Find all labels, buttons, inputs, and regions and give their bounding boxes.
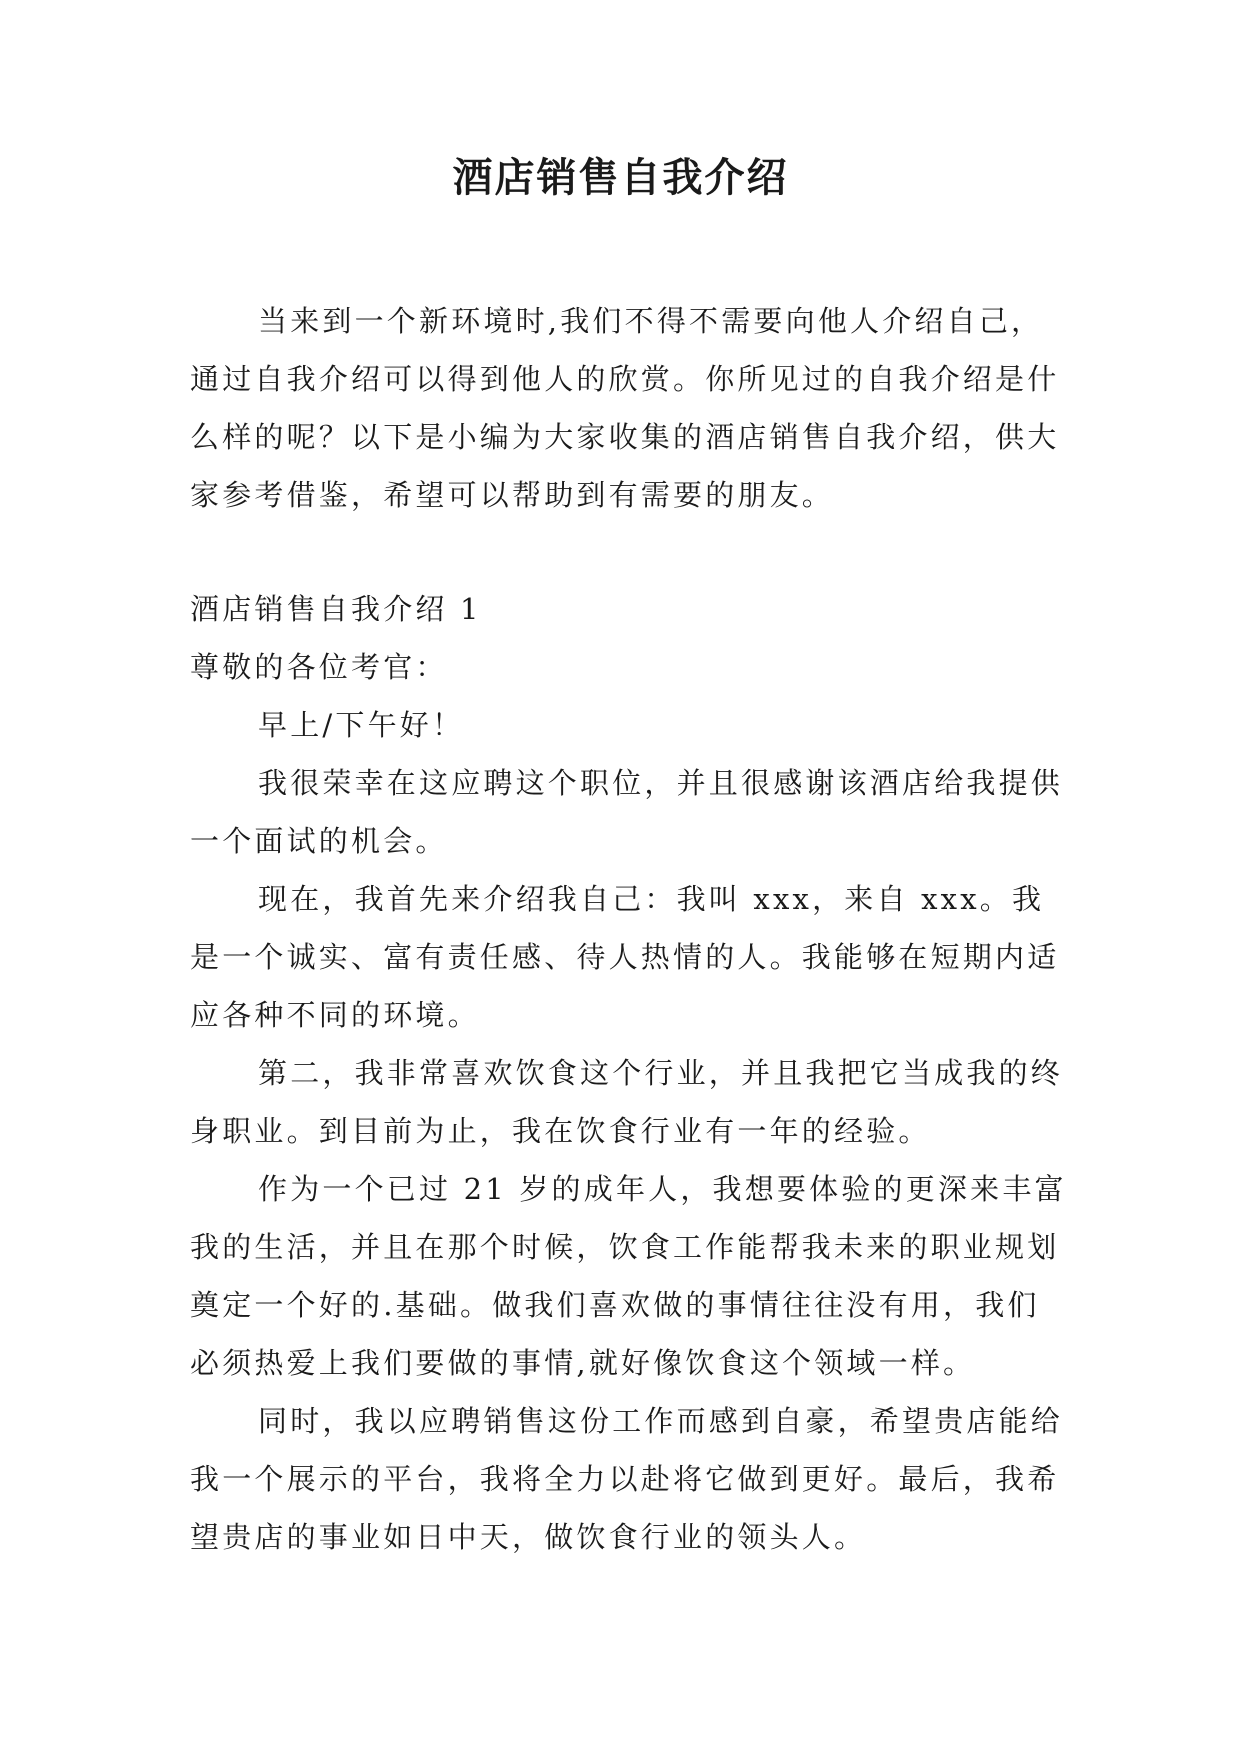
body-paragraph: 早上/下午好！ bbox=[258, 708, 465, 742]
document-title: 酒店销售自我介绍 bbox=[452, 155, 789, 201]
intro-block bbox=[190, 292, 1070, 524]
body-paragraph: 作为一个已过 21 岁的成年人，我想要体验的更深来丰富我的生活，并且在那个时候，饮食工作能帮我未来的职业规划奠定一个好的.基础。做我们喜欢做的事情往往没有用，我们必须热爱上我们要做的事情,就好像饮食这个领域一样。 bbox=[190, 1172, 1067, 1380]
section-heading: 酒店销售自我介绍 1 bbox=[190, 592, 482, 626]
body-paragraph: 我很荣幸在这应聘这个职位，并且很感谢该酒店给我提供一个面试的机会。 bbox=[190, 766, 1064, 858]
body-paragraph: 现在，我首先来介绍我自己：我叫 xxx，来自 xxx。我是一个诚实、富有责任感、待人热情的人。我能够在短期内适应各种不同的环境。 bbox=[190, 882, 1060, 1032]
body-paragraph: 同时，我以应聘销售这份工作而感到自豪，希望贵店能给我一个展示的平台，我将全力以赴将它做到更好。最后，我希望贵店的事业如日中天，做饮食行业的领头人。 bbox=[190, 1404, 1064, 1554]
section-1 bbox=[190, 580, 1070, 1566]
body-paragraph: 第二，我非常喜欢饮食这个行业，并且我把它当成我的终身职业。到目前为止，我在饮食行业有一年的经验。 bbox=[190, 1056, 1064, 1148]
intro-paragraph: 当来到一个新环境时,我们不得不需要向他人介绍自己，通过自我介绍可以得到他人的欣赏。你所见过的自我介绍是什么样的呢？以下是小编为大家收集的酒店销售自我介绍，供大家参考借鉴，希望可以帮助到有需要的朋友。 bbox=[190, 304, 1060, 512]
salutation: 尊敬的各位考官： bbox=[190, 650, 448, 684]
